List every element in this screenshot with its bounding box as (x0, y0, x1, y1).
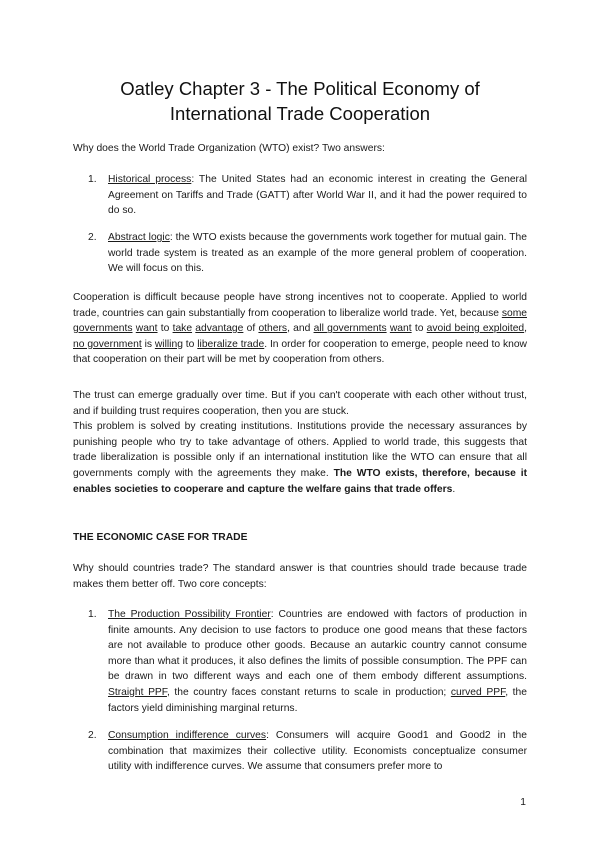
underlined-term: no government (73, 338, 142, 350)
underlined-term: Straight PPF (108, 686, 167, 698)
text-run: to (182, 338, 198, 350)
text-run: . (452, 483, 456, 495)
underlined-term: want (389, 323, 412, 335)
list-text: , the factors yield diminishing marginal returns. (108, 686, 527, 714)
page-number: 1 (520, 797, 526, 808)
underlined-term: willing (154, 338, 183, 350)
list-text: , the country faces constant returns to scale in production; (166, 686, 451, 698)
underlined-term: Consumption indifference curves (108, 730, 267, 741)
title-line-1: Oatley Chapter 3 - The Political Economy of (120, 78, 480, 99)
underlined-term: want (135, 323, 158, 335)
trust-paragraph (73, 388, 527, 497)
underlined-term: curved PPF (450, 686, 506, 698)
list-number: 1. (88, 174, 97, 185)
text-run: of (243, 323, 259, 335)
underlined-term: Abstract logic (108, 232, 170, 243)
list-number: 2. (88, 232, 97, 243)
list-text: : The United States had an economic interest in creating the General Agreement on Tariffs and Trade (GATT) after World War II, and it had the power required to do so. (108, 174, 527, 217)
list-body (108, 607, 527, 716)
underlined-term: advantage (195, 323, 244, 335)
list-number: 2. (88, 730, 97, 741)
list-body (108, 728, 527, 775)
underlined-term: liberalize trade (197, 338, 265, 350)
why-trade-paragraph: Why should countries trade? The standard answer is that countries should trade because trade makes them better off. Two core concepts: (73, 563, 527, 590)
concept-item-2 (88, 728, 527, 775)
underlined-term: Historical process (108, 174, 192, 185)
intro-paragraph: Why does the World Trade Organization (WTO) exist? Two answers: (73, 143, 385, 154)
text-run: , (524, 323, 528, 335)
text-run: is (141, 338, 155, 350)
underlined-term: some governments (73, 307, 527, 335)
page-title (60, 76, 540, 126)
text-run: Cooperation is difficult because people have strong incentives not to cooperate. Applied to world trade, countries can gain substantially from cooperation to liberalize world trade. Yet, because (73, 292, 527, 319)
list-text: : the WTO exists because the governments work together for mutual gain. The world trade system is treated as an example of the more general problem of cooperation. We will focus on this. (108, 232, 527, 275)
text-run: to (157, 323, 173, 335)
underlined-term: avoid being exploited (426, 323, 525, 335)
list-text: : Countries are endowed with factors of production in finite amounts. Any decision to use factors to produce one good means that these factors are not available to produce other goods. Because an autarkic country cannot consume more than what it produces, it also defines the limits of possible consumption. The PPF can be drawn in two different ways and each one of them embody different assumptions. (108, 609, 527, 683)
answer-item-1 (88, 172, 527, 219)
text-run: . In order for cooperation to emerge, people need to know that cooperation on their part will be met by cooperation from others. (73, 338, 527, 366)
underlined-term: all governments (313, 323, 387, 335)
title-line-2: International Trade Cooperation (169, 103, 431, 124)
underlined-term: others (258, 323, 288, 335)
list-body (108, 172, 527, 219)
underlined-term: The Production Possibility Frontier (108, 609, 271, 620)
bold-statement: The WTO exists, therefore, because it enables societies to cooperare and capture the welfare gains that trade offers (73, 467, 528, 495)
list-body (108, 230, 527, 277)
answer-item-2 (88, 230, 527, 277)
section-heading: THE ECONOMIC CASE FOR TRADE (73, 532, 248, 543)
underlined-term: take (172, 323, 193, 335)
list-text: : Consumers will acquire Good1 and Good2 in the combination that maximizes their collective utility. Economists conceptualize consumer utility with indifference curves. We assume that consumers prefer more to (108, 730, 527, 773)
concept-item-1 (88, 607, 527, 716)
text-run: This problem is solved by creating institutions. Institutions provide the necessary assurances by punishing people who try to take advantage of others. Applied to world trade, this suggests that trade liberalization is possible only if an international institution like the WTO can ensure that all governments comply with the agreements they make. (73, 421, 527, 479)
cooperation-paragraph (73, 290, 527, 368)
list-number: 1. (88, 609, 97, 620)
text-run: to (411, 323, 427, 335)
text-run: , and (287, 323, 314, 335)
text-run: The trust can emerge gradually over time. But if you can't cooperate with each other without trust, and if building trust requires cooperation, then you are stuck. (73, 390, 527, 417)
